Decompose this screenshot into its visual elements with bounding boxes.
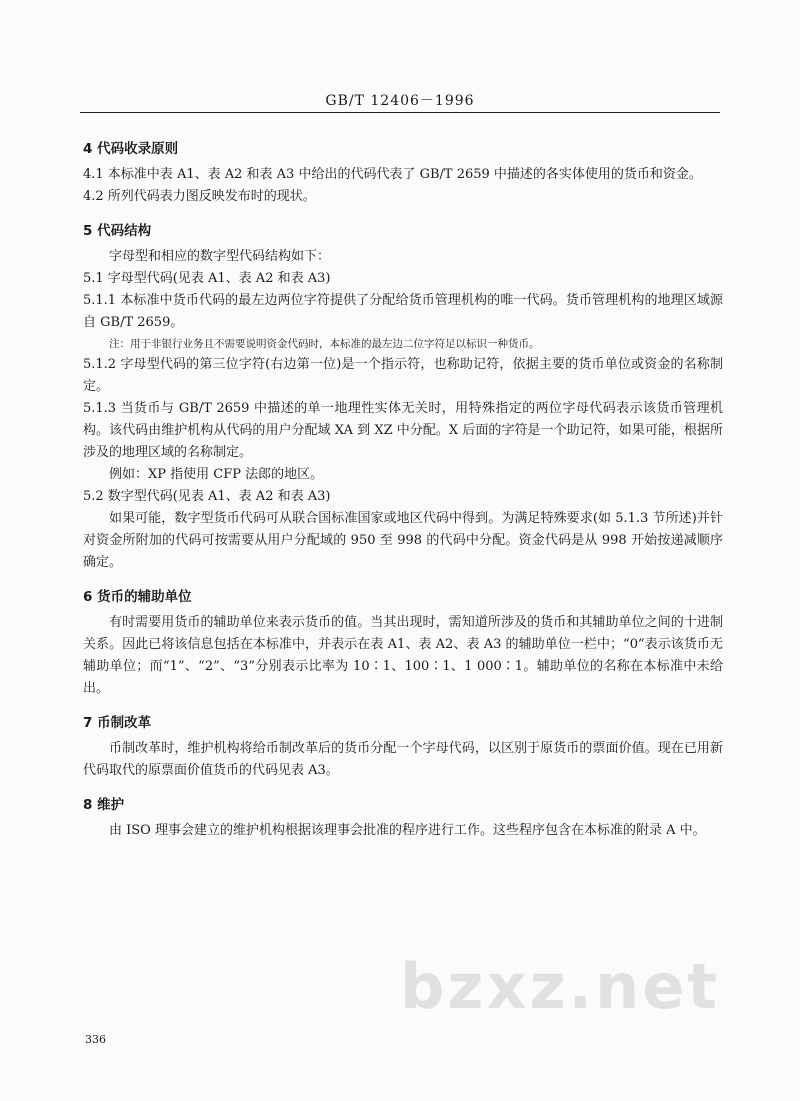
document-body bbox=[83, 132, 723, 842]
example-5-1-3: 例如：XP 指使用 CFP 法郎的地区。 bbox=[109, 467, 324, 482]
note-5-1-1: 注：用于非银行业务且不需要说明资金代码时，本标准的最左边二位字符足以标识一种货币。 bbox=[109, 338, 540, 350]
clause-4-2: 4.2 所列代码表力图反映发布时的现状。 bbox=[83, 189, 316, 204]
section-7-text: 币制改革时，维护机构将给币制改革后的货币分配一个字母代码，以区别于原货币的票面价值。现在已用新代码取代的原票面价值货币的代码见表 A3。 bbox=[83, 741, 723, 778]
page-number: 336 bbox=[85, 1033, 106, 1046]
standard-code-header: GB/T 12406－1996 bbox=[325, 93, 475, 109]
section-6-text: 有时需要用货币的辅助单位来表示货币的值。当其出现时，需知道所涉及的货币和其辅助单位之间的十进制关系。因此已将该信息包括在本标准中，并表示在表 A1、表 A2、表 A3 的辅助单位一栏中；“0”表示该货币无辅助单位；而“1”、“2”、“3”分别表示比率为 10∶1、100∶1、1 000∶1。辅助单位的名称在本标准中未给出。 bbox=[83, 615, 723, 696]
section-5-title: 5 代码结构 bbox=[83, 223, 152, 239]
section-7-title: 7 币制改革 bbox=[83, 715, 152, 731]
section-5-intro: 字母型和相应的数字型代码结构如下： bbox=[109, 249, 331, 264]
section-8-text: 由 ISO 理事会建立的维护机构根据该理事会批准的程序进行工作。这些程序包含在本标准的附录 A 中。 bbox=[109, 823, 706, 838]
clause-5-1-1: 5.1.1 本标准中货币代码的最左边两位字符提供了分配给货币管理机构的唯一代码。货币管理机构的地理区域源自 GB/T 2659。 bbox=[83, 293, 723, 330]
section-6-title: 6 货币的辅助单位 bbox=[83, 589, 192, 605]
header-rule bbox=[80, 112, 720, 113]
clause-4-1: 4.1 本标准中表 A1、表 A2 和表 A3 中给出的代码代表了 GB/T 2659 中描述的各实体使用的货币和资金。 bbox=[83, 167, 702, 182]
clause-5-2: 5.2 数字型代码(见表 A1、表 A2 和表 A3) bbox=[83, 489, 331, 504]
clause-5-2-text: 如果可能，数字型货币代码可从联合国标准国家或地区代码中得到。为满足特殊要求(如 5.1.3 节所述)并针对资金所附加的代码可按需要从用户分配域的 950 至 998 的代码中分配。资金代码是从 998 开始按递减顺序确定。 bbox=[83, 511, 723, 570]
watermark: bzxz.net bbox=[400, 950, 720, 1023]
clause-5-1-2: 5.1.2 字母型代码的第三位字符(右边第一位)是一个指示符，也称助记符，依据主要的货币单位或资金的名称制定。 bbox=[83, 357, 723, 394]
clause-5-1: 5.1 字母型代码(见表 A1、表 A2 和表 A3) bbox=[83, 271, 331, 286]
section-4-title: 4 代码收录原则 bbox=[83, 141, 179, 157]
section-8-title: 8 维护 bbox=[83, 797, 125, 813]
clause-5-1-3: 5.1.3 当货币与 GB/T 2659 中描述的单一地理性实体无关时，用特殊指定的两位字母代码表示该货币管理机构。该代码由维护机构从代码的用户分配域 XA 到 XZ 中分配。X 后面的字符是一个助记符，如果可能，根据所涉及的地理区域的名称制定。 bbox=[83, 401, 723, 460]
